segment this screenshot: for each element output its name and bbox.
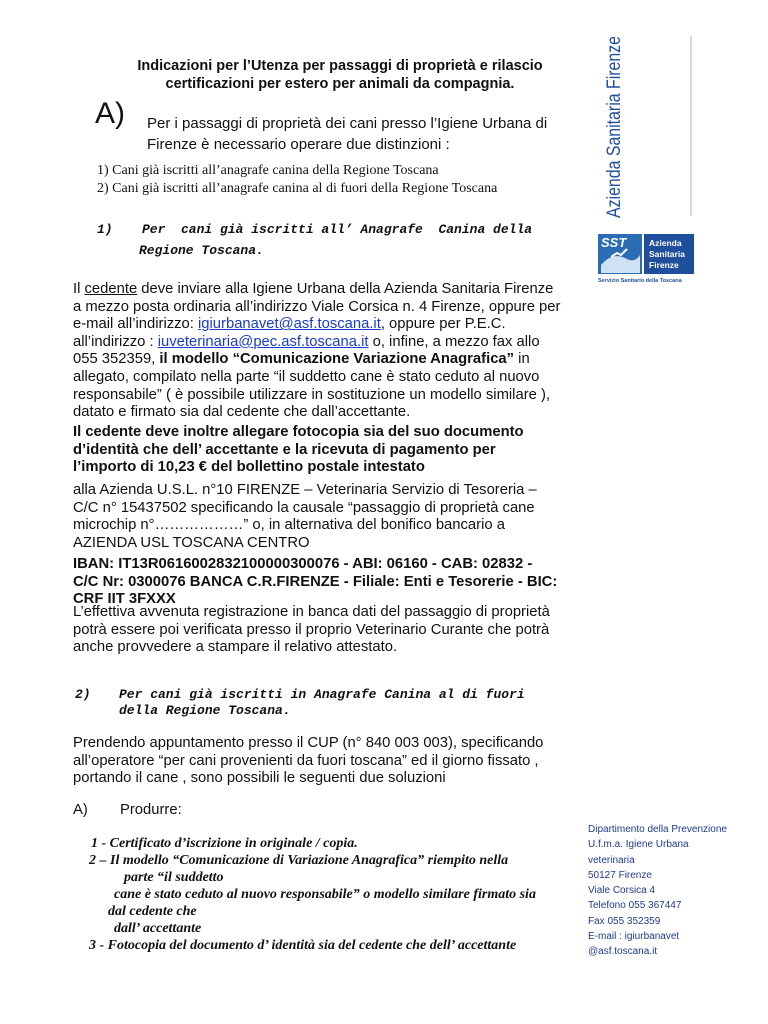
cedente-term: cedente bbox=[84, 281, 138, 297]
svg-text:Sanitaria: Sanitaria bbox=[649, 249, 685, 259]
contact-block: Dipartimento della Prevenzione U.f.m.a. Igiene Urbana veterinaria 50127 Firenze Viale Corsica 4 Telefono 055 367447 Fax 055 352359 E-mail : igiurbanavet @asf.toscana.it bbox=[588, 824, 727, 958]
subheading-1-line-2: Regione Toscana. bbox=[139, 243, 264, 258]
email-link[interactable]: igiurbanavet@asf.toscana.it bbox=[198, 316, 381, 333]
paragraph-attachments: Il cedente deve inoltre allegare fotocopia sia del suo documento d’identità che dell’ accettante e la ricevuta di pagamento per l’importo di 10,23 € del bollettino postale intestato bbox=[73, 424, 524, 476]
pec-link[interactable]: iuveterinaria@pec.asf.toscana.it bbox=[157, 333, 369, 350]
intro-line-1: Per i passaggi di proprietà dei cani presso l’Igiene Urbana di bbox=[147, 115, 548, 132]
svg-text:Azienda: Azienda bbox=[649, 238, 682, 248]
svg-text:SST: SST bbox=[601, 235, 627, 250]
subheading-2-line-1: Per cani già iscritti in Anagrafe Canina al di fuori bbox=[119, 687, 525, 702]
produce-letter: A) bbox=[73, 802, 88, 818]
paragraph-payment: alla Azienda U.S.L. n°10 FIRENZE – Veterinaria Servizio di Tesoreria – C/C n° 15437502 specificando la causale “passaggio di proprietà cane microchip n°………………” o, in alternativa del bonifico bancario a AZIENDA USL TOSCANA CENTRO bbox=[73, 482, 537, 551]
list-item: 1) Cani già iscritti all’anagrafe canina della Regione Toscana bbox=[97, 163, 439, 178]
logo-divider bbox=[690, 36, 692, 216]
iban-block: IBAN: IT13R0616002832100000300076 - ABI: 06160 - CAB: 02832 - C/C Nr: 0300076 BANCA C.R.FIRENZE - Filiale: Enti e Tesorerie - BIC: CRF IIT 3FXXX bbox=[73, 556, 558, 608]
distinctions-list bbox=[97, 162, 497, 198]
paragraph-cedente-instructions: Il cedente deve inviare alla Igiene Urbana della Azienda Sanitaria Firenze a mezzo posta ordinaria all’indirizzo Viale Corsica n. 4 Firenze, oppure per e-mail all’indirizzo: igiurbanavet@asf.toscana.it, oppure per P.E.C. all’indirizzo : iuveterinaria@pec.asf.toscana.it o, infine, a mezzo fax allo 055 352359, il modello “Comunicazione Variazione Anagrafica” in allegato, compilato nella parte “il suddetto cane è stato ceduto al nuovo responsabile” ( è possibile utilizzare in sostituzione un modello similare ), datato e firmato sia dal cedente che dall’accettante. bbox=[73, 281, 561, 421]
list-item-continuation: cane è stato ceduto al nuovo responsabile” o modello similare firmato sia bbox=[114, 887, 536, 902]
subheading-1-line-1: Per cani già iscritti all’ Anagrafe Canina della bbox=[142, 222, 533, 237]
subheading-1-number: 1) bbox=[97, 222, 113, 237]
list-item: 2 – Il modello “Comunicazione di Variazione Anagrafica” riempito nella bbox=[89, 853, 509, 868]
title-line-2: certificazioni per estero per animali da compagnia. bbox=[165, 76, 515, 92]
section-a-intro bbox=[147, 113, 567, 155]
sst-logo bbox=[597, 233, 695, 283]
list-item-continuation: parte “il suddetto bbox=[124, 870, 224, 885]
document-title bbox=[110, 57, 570, 93]
logo-vertical-text: Azienda Sanitaria Firenze bbox=[604, 34, 625, 218]
paragraph-cup-appointment: Prendendo appuntamento presso il CUP (n° 840 003 003), specificando all’operatore “per cani provenienti da fuori toscana” ed il giorno fissato , portando il cane , sono possibili le seguenti due soluzioni bbox=[73, 735, 544, 787]
paragraph-registration: L’effettiva avvenuta registrazione in banca dati del passaggio di proprietà potrà essere poi verificata presso il proprio Veterinario Curante che potrà anche provvedere a stampare il relativo attestato. bbox=[73, 604, 550, 656]
title-line-1: Indicazioni per l’Utenza per passaggi di proprietà e rilascio bbox=[137, 58, 543, 74]
svg-text:Firenze: Firenze bbox=[649, 260, 679, 270]
subheading-2-line-2: della Regione Toscana. bbox=[119, 703, 291, 718]
list-item-continuation: dall’ accettante bbox=[114, 921, 202, 936]
intro-line-2: Firenze è necessario operare due distinzioni : bbox=[147, 136, 450, 153]
subheading-2-number: 2) bbox=[75, 687, 91, 702]
azienda-sanitaria-logo bbox=[598, 34, 628, 220]
list-item-continuation: dal cedente che bbox=[108, 904, 197, 919]
section-a-letter: A) bbox=[95, 97, 125, 130]
svg-text:Servizio Sanitario della Tosca: Servizio Sanitario della Toscana bbox=[598, 278, 682, 283]
list-item: 3 - Fotocopia del documento d’ identità sia del cedente che dell’ accettante bbox=[89, 938, 517, 953]
list-item: 2) Cani già iscritti all’anagrafe canina al di fuori della Regione Toscana bbox=[97, 181, 498, 196]
produce-label: Produrre: bbox=[120, 802, 182, 818]
list-item: 1 - Certificato d’iscrizione in originale / copia. bbox=[91, 836, 358, 851]
